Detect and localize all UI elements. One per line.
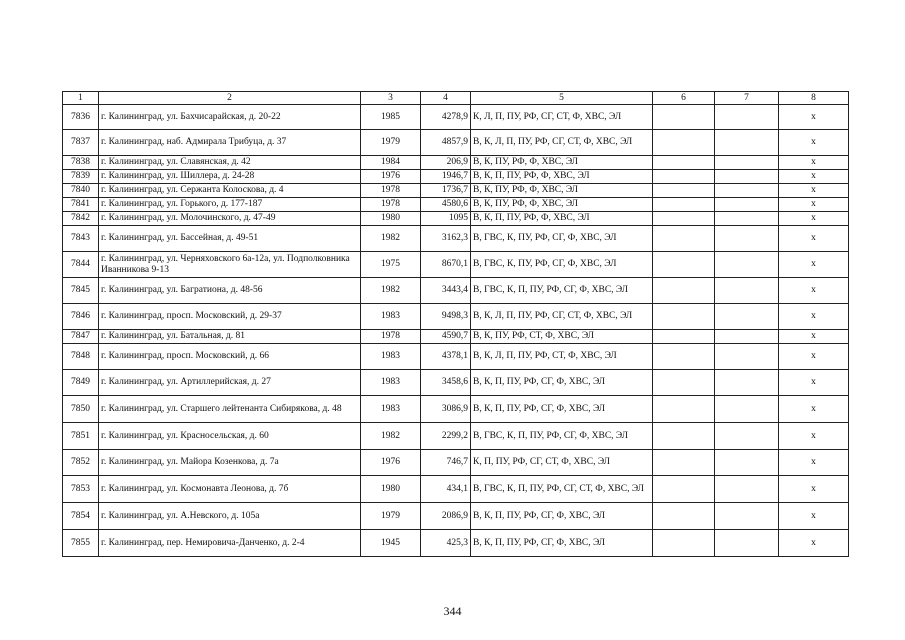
area-cell: 425,3 [421,530,471,557]
year-cell: 1983 [361,370,421,396]
housing-registry-table [62,91,849,557]
address-cell: г. Калининград, ул. Шиллера, д. 24-28 [99,170,361,184]
table-row [63,344,849,370]
address-cell: г. Калининград, ул. Черняховского 6а-12а, ул. Подполковника Иванникова 9-13 [99,252,361,278]
col8-mark-cell: x [779,130,849,156]
table-row [63,423,849,450]
col7-cell [715,226,779,252]
col6-cell [653,278,715,304]
col6-cell [653,370,715,396]
col7-cell [715,198,779,212]
year-cell: 1982 [361,278,421,304]
table-row [63,476,849,503]
systems-cell: В, К, ПУ, РФ, Ф, ХВС, ЭЛ [471,156,653,170]
row-number-cell: 7841 [63,198,99,212]
row-number-cell: 7839 [63,170,99,184]
table-row [63,278,849,304]
col6-cell [653,396,715,423]
systems-cell: В, ГВС, К, ПУ, РФ, СГ, Ф, ХВС, ЭЛ [471,252,653,278]
col7-cell [715,370,779,396]
year-cell: 1983 [361,304,421,330]
col7-cell [715,344,779,370]
area-cell: 4278,9 [421,105,471,130]
row-number-cell: 7851 [63,423,99,450]
address-cell: г. Калининград, просп. Московский, д. 66 [99,344,361,370]
row-number-cell: 7846 [63,304,99,330]
header-cell: 3 [361,92,421,105]
address-cell: г. Калининград, ул. Багратиона, д. 48-56 [99,278,361,304]
table-row [63,304,849,330]
systems-cell: В, ГВС, К, П, ПУ, РФ, СГ, Ф, ХВС, ЭЛ [471,423,653,450]
table-row [63,252,849,278]
row-number-cell: 7845 [63,278,99,304]
area-cell: 4590,7 [421,330,471,344]
table-row [63,450,849,476]
col6-cell [653,476,715,503]
year-cell: 1979 [361,503,421,530]
col7-cell [715,252,779,278]
area-cell: 8670,1 [421,252,471,278]
systems-cell: В, ГВС, К, П, ПУ, РФ, СГ, Ф, ХВС, ЭЛ [471,278,653,304]
table-row [63,105,849,130]
address-cell: г. Калининград, ул. Красносельская, д. 60 [99,423,361,450]
col6-cell [653,330,715,344]
col8-mark-cell: x [779,198,849,212]
systems-cell: К, Л, П, ПУ, РФ, СГ, СТ, Ф, ХВС, ЭЛ [471,105,653,130]
area-cell: 3086,9 [421,396,471,423]
address-cell: г. Калининград, ул. А.Невского, д. 105а [99,503,361,530]
table-row [63,156,849,170]
col7-cell [715,530,779,557]
col7-cell [715,423,779,450]
col7-cell [715,170,779,184]
area-cell: 206,9 [421,156,471,170]
systems-cell: В, ГВС, К, П, ПУ, РФ, СГ, СТ, Ф, ХВС, ЭЛ [471,476,653,503]
systems-cell: В, К, ПУ, РФ, СТ, Ф, ХВС, ЭЛ [471,330,653,344]
area-cell: 1946,7 [421,170,471,184]
systems-cell: В, К, Л, П, ПУ, РФ, СГ, СТ, Ф, ХВС, ЭЛ [471,304,653,330]
col7-cell [715,330,779,344]
col8-mark-cell: x [779,450,849,476]
address-cell: г. Калининград, ул. Артиллерийская, д. 27 [99,370,361,396]
row-number-cell: 7853 [63,476,99,503]
col7-cell [715,476,779,503]
table-row [63,130,849,156]
address-cell: г. Калининград, наб. Адмирала Трибуца, д. 37 [99,130,361,156]
header-cell: 1 [63,92,99,105]
table-header-row [63,92,849,105]
row-number-cell: 7837 [63,130,99,156]
col8-mark-cell: x [779,278,849,304]
address-cell: г. Калининград, ул. Батальная, д. 81 [99,330,361,344]
year-cell: 1982 [361,423,421,450]
year-cell: 1945 [361,530,421,557]
col6-cell [653,184,715,198]
header-cell: 6 [653,92,715,105]
year-cell: 1978 [361,198,421,212]
row-number-cell: 7840 [63,184,99,198]
area-cell: 1095 [421,212,471,226]
col6-cell [653,252,715,278]
year-cell: 1975 [361,252,421,278]
col8-mark-cell: x [779,184,849,198]
col7-cell [715,184,779,198]
col8-mark-cell: x [779,530,849,557]
col8-mark-cell: x [779,330,849,344]
systems-cell: В, К, Л, П, ПУ, РФ, СГ, СТ, Ф, ХВС, ЭЛ [471,130,653,156]
col6-cell [653,212,715,226]
header-cell: 2 [99,92,361,105]
col6-cell [653,423,715,450]
year-cell: 1976 [361,170,421,184]
address-cell: г. Калининград, ул. Бассейная, д. 49-51 [99,226,361,252]
table-row [63,226,849,252]
year-cell: 1983 [361,396,421,423]
systems-cell: К, П, ПУ, РФ, СГ, СТ, Ф, ХВС, ЭЛ [471,450,653,476]
col7-cell [715,450,779,476]
row-number-cell: 7850 [63,396,99,423]
address-cell: г. Калининград, ул. Молочинского, д. 47-49 [99,212,361,226]
col6-cell [653,344,715,370]
table-row [63,184,849,198]
col8-mark-cell: x [779,252,849,278]
year-cell: 1978 [361,330,421,344]
systems-cell: В, К, П, ПУ, РФ, Ф, ХВС, ЭЛ [471,170,653,184]
col6-cell [653,170,715,184]
table-row [63,370,849,396]
area-cell: 3162,3 [421,226,471,252]
area-cell: 746,7 [421,450,471,476]
area-cell: 3458,6 [421,370,471,396]
col6-cell [653,503,715,530]
row-number-cell: 7847 [63,330,99,344]
col8-mark-cell: x [779,170,849,184]
col6-cell [653,130,715,156]
year-cell: 1980 [361,476,421,503]
year-cell: 1978 [361,184,421,198]
col8-mark-cell: x [779,105,849,130]
row-number-cell: 7836 [63,105,99,130]
col6-cell [653,450,715,476]
col8-mark-cell: x [779,304,849,330]
year-cell: 1976 [361,450,421,476]
systems-cell: В, К, П, ПУ, РФ, СГ, Ф, ХВС, ЭЛ [471,370,653,396]
systems-cell: В, К, ПУ, РФ, Ф, ХВС, ЭЛ [471,198,653,212]
area-cell: 9498,3 [421,304,471,330]
table-row [63,198,849,212]
table-row [63,530,849,557]
col8-mark-cell: x [779,344,849,370]
address-cell: г. Калининград, ул. Космонавта Леонова, д. 7б [99,476,361,503]
year-cell: 1984 [361,156,421,170]
table-row [63,396,849,423]
address-cell: г. Калининград, ул. Славянская, д. 42 [99,156,361,170]
address-cell: г. Калининград, ул. Бахчисарайская, д. 20-22 [99,105,361,130]
header-cell: 4 [421,92,471,105]
col8-mark-cell: x [779,156,849,170]
col7-cell [715,503,779,530]
address-cell: г. Калининград, просп. Московский, д. 29-37 [99,304,361,330]
area-cell: 1736,7 [421,184,471,198]
area-cell: 4378,1 [421,344,471,370]
col8-mark-cell: x [779,503,849,530]
address-cell: г. Калининград, ул. Старшего лейтенанта Сибирякова, д. 48 [99,396,361,423]
col7-cell [715,396,779,423]
row-number-cell: 7855 [63,530,99,557]
table-row [63,212,849,226]
col7-cell [715,304,779,330]
table-row [63,330,849,344]
row-number-cell: 7848 [63,344,99,370]
table-row [63,503,849,530]
col8-mark-cell: x [779,370,849,396]
col8-mark-cell: x [779,396,849,423]
page-number: 344 [443,604,462,618]
col8-mark-cell: x [779,476,849,503]
address-cell: г. Калининград, ул. Сержанта Колоскова, д. 4 [99,184,361,198]
area-cell: 434,1 [421,476,471,503]
row-number-cell: 7852 [63,450,99,476]
table-row [63,170,849,184]
col7-cell [715,278,779,304]
row-number-cell: 7843 [63,226,99,252]
address-cell: г. Калининград, пер. Немировича-Данченко, д. 2-4 [99,530,361,557]
col6-cell [653,530,715,557]
col8-mark-cell: x [779,226,849,252]
systems-cell: В, К, П, ПУ, РФ, СГ, Ф, ХВС, ЭЛ [471,503,653,530]
col7-cell [715,156,779,170]
year-cell: 1979 [361,130,421,156]
col7-cell [715,212,779,226]
address-cell: г. Калининград, ул. Горького, д. 177-187 [99,198,361,212]
row-number-cell: 7849 [63,370,99,396]
col8-mark-cell: x [779,423,849,450]
year-cell: 1985 [361,105,421,130]
year-cell: 1980 [361,212,421,226]
row-number-cell: 7842 [63,212,99,226]
area-cell: 2086,9 [421,503,471,530]
row-number-cell: 7844 [63,252,99,278]
area-cell: 4580,6 [421,198,471,212]
header-cell: 7 [715,92,779,105]
systems-cell: В, К, Л, П, ПУ, РФ, СТ, Ф, ХВС, ЭЛ [471,344,653,370]
col6-cell [653,226,715,252]
col6-cell [653,198,715,212]
area-cell: 3443,4 [421,278,471,304]
col6-cell [653,105,715,130]
row-number-cell: 7838 [63,156,99,170]
col7-cell [715,130,779,156]
systems-cell: В, К, П, ПУ, РФ, Ф, ХВС, ЭЛ [471,212,653,226]
col8-mark-cell: x [779,212,849,226]
year-cell: 1983 [361,344,421,370]
systems-cell: В, ГВС, К, ПУ, РФ, СГ, Ф, ХВС, ЭЛ [471,226,653,252]
systems-cell: В, К, П, ПУ, РФ, СГ, Ф, ХВС, ЭЛ [471,530,653,557]
systems-cell: В, К, ПУ, РФ, Ф, ХВС, ЭЛ [471,184,653,198]
year-cell: 1982 [361,226,421,252]
area-cell: 2299,2 [421,423,471,450]
header-cell: 5 [471,92,653,105]
col6-cell [653,156,715,170]
systems-cell: В, К, П, ПУ, РФ, СГ, Ф, ХВС, ЭЛ [471,396,653,423]
col6-cell [653,304,715,330]
address-cell: г. Калининград, ул. Майора Козенкова, д. 7а [99,450,361,476]
row-number-cell: 7854 [63,503,99,530]
header-cell: 8 [779,92,849,105]
area-cell: 4857,9 [421,130,471,156]
col7-cell [715,105,779,130]
